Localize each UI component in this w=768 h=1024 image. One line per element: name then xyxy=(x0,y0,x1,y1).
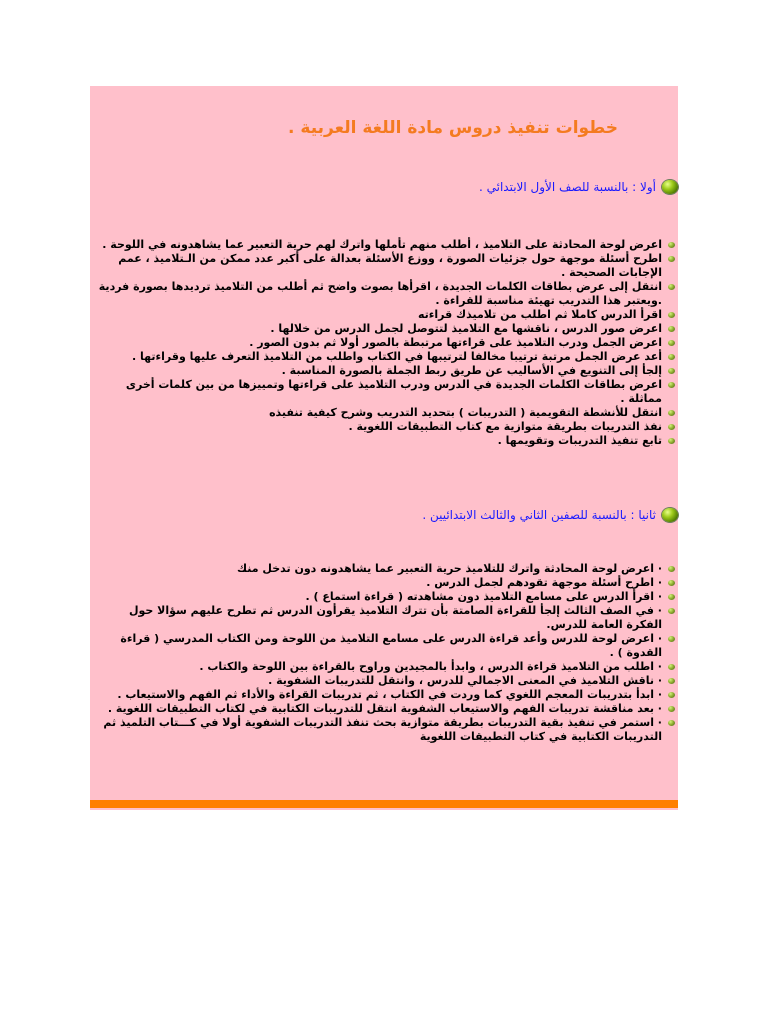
list-item: اعرض الجمل ودرب التلاميذ على قراءتها مرتبطة بالصور أولا ثم بدون الصور . xyxy=(90,336,676,350)
section-heading-second-third-grades xyxy=(422,508,678,522)
list-item: انتقل للأنشطة التقويمية ( التدريبات ) بتحديد التدريب وشرح كيفية تنفيذه xyxy=(90,406,676,420)
list-item: أعد عرض الجمل مرتبة ترتيبا مخالفا لترتيبها في الكتاب واطلب من التلاميذ التعرف عليها وقراءتها . xyxy=(90,350,676,364)
list-item: · ناقش التلاميذ في المعنى الاجمالي للدرس ، وانتقل للتدريبات الشفوية . xyxy=(90,674,676,688)
list-item: نفذ التدريبات بطريقة متوازية مع كتاب التطبيقات اللغوية . xyxy=(90,420,676,434)
green-ball-icon xyxy=(662,508,678,522)
list-item: إلجأ إلى التنويع في الأساليب عن طريق ربط الجملة بالصورة المناسبة . xyxy=(90,364,676,378)
list-item: اعرض بطاقات الكلمات الجديدة في الدرس ودرب التلاميذ على قراءتها وتمييزها من بين كلمات أخرى مماثلة . xyxy=(90,378,676,406)
green-ball-icon xyxy=(662,180,678,194)
steps-list-second-third-grades xyxy=(90,562,676,744)
list-item: · اعرض لوحة المحادثة واترك للتلاميذ حرية التعبير عما يشاهدونه دون تدخل منك xyxy=(90,562,676,576)
list-item: · اطلب من التلاميذ قراءة الدرس ، وابدأ بالمجيدين وراوح بالقراءة بين اللوحة والكتاب . xyxy=(90,660,676,674)
section-heading-first-grade xyxy=(479,180,678,194)
list-item: · استمر في تنفيذ بقية التدريبات بطريقة متوازية بحث تنفذ التدريبات الشفوية أولا في كـــتاب التلميذ ثم التدريبات الكتابية في كتاب التطبيقات اللغوية xyxy=(90,716,676,744)
list-item: · اعرض لوحة للدرس وأعد قراءة الدرس على مسامع التلاميذ من اللوحة ومن الكتاب المدرسي ( قراءة القدوة ) . xyxy=(90,632,676,660)
bottom-divider-bar xyxy=(90,800,678,808)
list-item: تابع تنفيذ التدريبات وتقويمها . xyxy=(90,434,676,448)
list-item: · ابدأ بتدريبات المعجم اللغوي كما وردت في الكتاب ، ثم تدريبات القراءة والأداء ثم الفهم والاستيعاب . xyxy=(90,688,676,702)
list-item: · اطرح أسئلة موجهة تقودهم لجمل الدرس . xyxy=(90,576,676,590)
section-heading-label: أولا : بالنسبة للصف الأول الابتدائي . xyxy=(478,180,656,194)
section-heading-label: ثانيا : بالنسبة للصفين الثاني والثالث الابتدائيين . xyxy=(422,508,656,522)
list-item: اطرح أسئلة موجهة حول جزئيات الصورة ، ووزع الأسئلة بعدالة على أكبر عدد ممكن من الـتلاميذ ، عمم الإجابات الصحيحة . xyxy=(90,252,676,280)
list-item: اقرأ الدرس كاملا ثم اطلب من تلاميذك قراءته xyxy=(90,308,676,322)
list-item: انتقل إلى عرض بطاقات الكلمات الجديدة ، اقرأها بصوت واضح ثم أطلب من التلاميذ ترديدها بصورة فردية .ويعتبر هذا التدريب تهيئة مناسبة للقراءة . xyxy=(90,280,676,308)
list-item: اعرض لوحة المحادثة على التلاميذ ، أطلب منهم تأملها واترك لهم حرية التعبير عما يشاهدونه في اللوحة . xyxy=(90,238,676,252)
list-item: · بعد مناقشة تدريبات الفهم والاستيعاب الشفوية انتقل للتدريبات الكتابية في لكتاب التطبيقات اللغوية . xyxy=(90,702,676,716)
list-item: · في الصف الثالث إلجأ للقراءة الصامتة بأن تترك التلاميذ يقرأون الدرس ثم تطرح عليهم سؤالا حول الفكرة العامة للدرس. xyxy=(90,604,676,632)
list-item: اعرض صور الدرس ، ناقشها مع التلاميذ لتتوصل لجمل الدرس من خلالها . xyxy=(90,322,676,336)
steps-list-first-grade xyxy=(90,238,676,448)
page-title: خطوات تنفيذ دروس مادة اللغة العربية . xyxy=(288,118,618,138)
list-item: · اقرأ الدرس على مسامع التلاميذ دون مشاهدته ( قراءة استماع ) . xyxy=(90,590,676,604)
